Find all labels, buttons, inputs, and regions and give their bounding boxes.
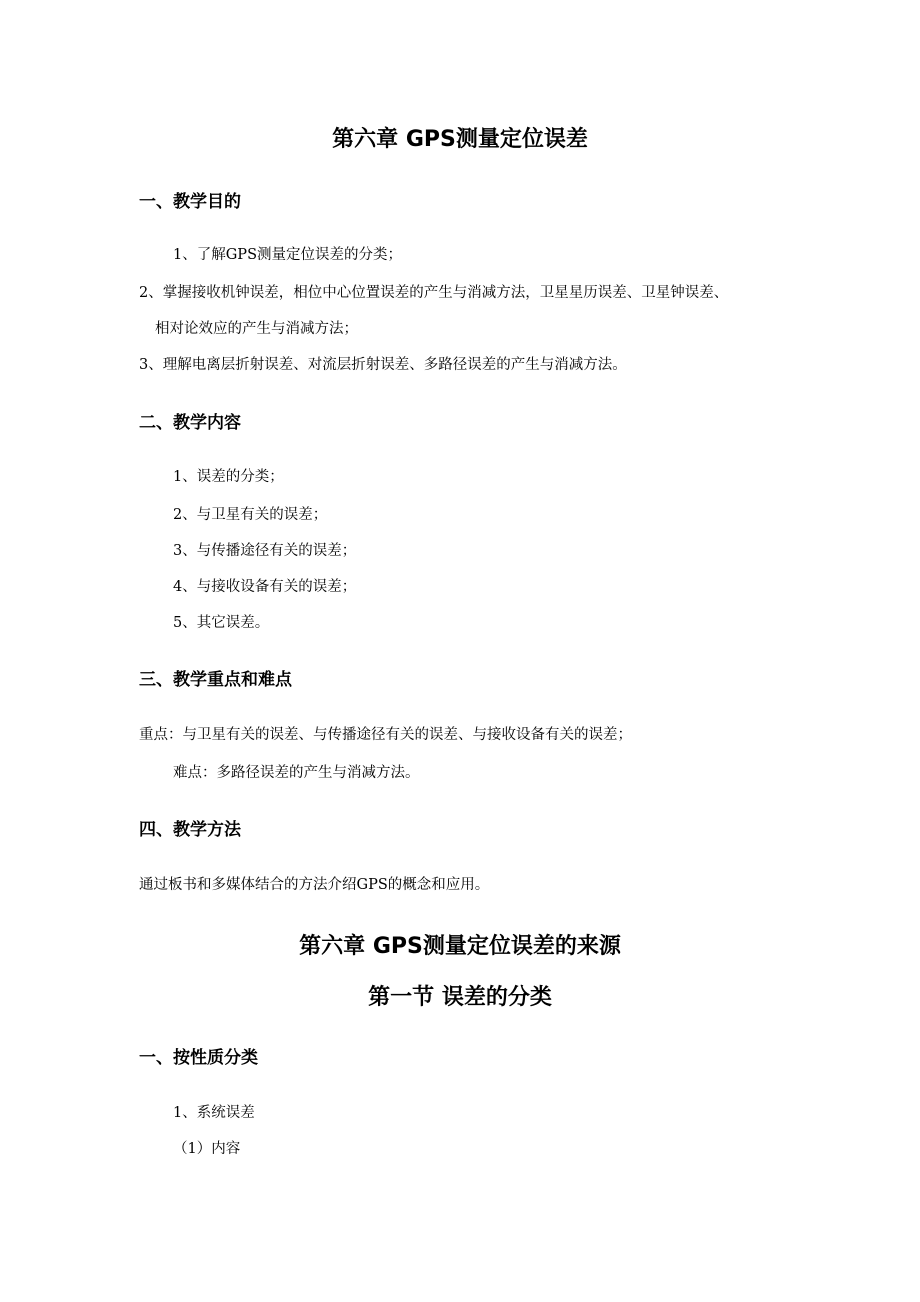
section-title: 第一节 误差的分类 <box>368 985 552 1010</box>
section-heading-content: 二、教学内容 <box>139 413 241 433</box>
objective-item-1: 1、了解GPS测量定位误差的分类； <box>173 247 402 263</box>
content-item-2: 2、与卫星有关的误差； <box>173 507 328 523</box>
content-item-3: 3、与传播途径有关的误差； <box>173 543 357 559</box>
objective-item-2: 2、掌握接收机钟误差，相位中心位置误差的产生与消减方法，卫星星历误差、卫星钟误差、 <box>139 285 729 301</box>
content-item-1: 1、误差的分类； <box>173 469 284 485</box>
section-heading-methods: 四、教学方法 <box>139 820 241 840</box>
section-heading-objectives: 一、教学目的 <box>139 192 241 212</box>
methods-text: 通过板书和多媒体结合的方法介绍GPS的概念和应用。 <box>139 877 490 893</box>
objective-item-2-continued: 相对论效应的产生与消减方法； <box>155 321 358 337</box>
part-item-2: （1）内容 <box>173 1141 241 1157</box>
content-item-4: 4、与接收设备有关的误差； <box>173 579 357 595</box>
part-item-1: 1、系统误差 <box>173 1105 255 1121</box>
key-points-text: 重点：与卫星有关的误差、与传播途径有关的误差、与接收设备有关的误差； <box>139 727 632 743</box>
content-item-5: 5、其它误差。 <box>173 615 270 631</box>
objective-item-3: 3、理解电离层折射误差、对流层折射误差、多路径误差的产生与消减方法。 <box>139 357 627 373</box>
part-heading-by-nature: 一、按性质分类 <box>139 1048 258 1068</box>
page-title: 第六章 GPS测量定位误差 <box>332 127 588 152</box>
section-heading-key-points: 三、教学重点和难点 <box>139 670 292 690</box>
difficult-points-text: 难点：多路径误差的产生与消减方法。 <box>173 765 420 781</box>
chapter-title: 第六章 GPS测量定位误差的来源 <box>299 934 621 959</box>
